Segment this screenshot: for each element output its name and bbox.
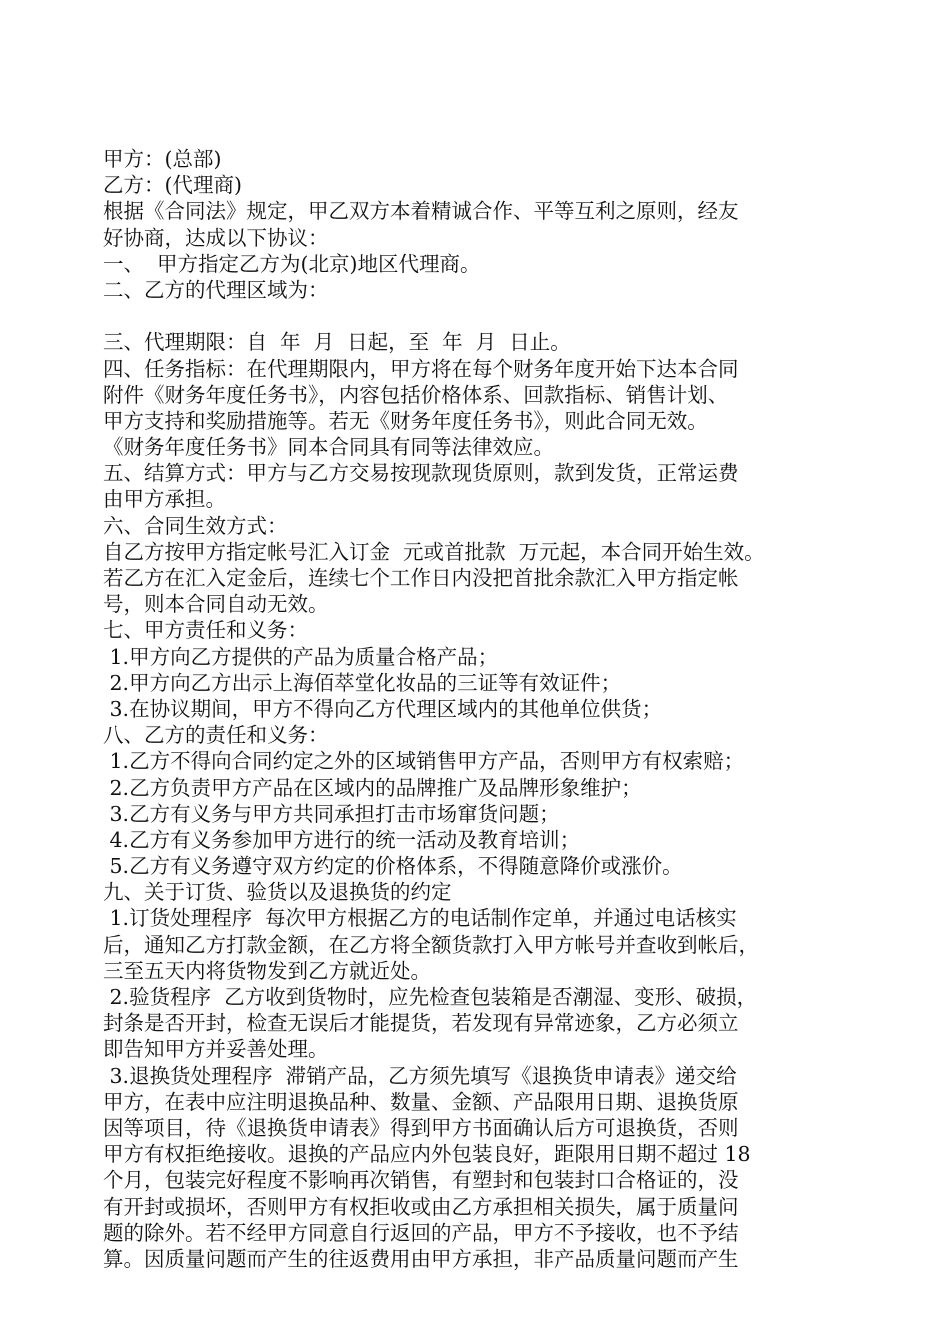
text-line: 根据《合同法》规定，甲乙双方本着精诚合作、平等互利之原则，经友 — [103, 199, 739, 224]
text-line: 1.订货处理程序 每次甲方根据乙方的电话制作定单，并通过电话核实 — [103, 906, 737, 931]
text-line: 封条是否开封，检查无误后才能提货，若发现有异常迹象，乙方必须立 — [103, 1011, 739, 1036]
text-line: 2.验货程序 乙方收到货物时，应先检查包装箱是否潮湿、变形、破损， — [103, 985, 758, 1009]
text-line: 《财务年度任务书》同本合同具有同等法律效应。 — [103, 435, 554, 460]
text-line: 二、乙方的代理区域为： — [103, 277, 329, 302]
text-line: 甲方，在表中应注明退换品种、数量、金额、产品限用日期、退换货原 — [103, 1089, 739, 1114]
text-line: 后，通知乙方打款金额，在乙方将全额货款打入甲方帐号并查收到帐后， — [103, 932, 759, 957]
text-line: 四、任务指标：在代理期限内，甲方将在每个财务年度开始下达本合同 — [103, 356, 739, 381]
text-line: 五、结算方式：甲方与乙方交易按现款现货原则，款到发货，正常运费 — [103, 461, 739, 486]
text-line — [103, 303, 873, 329]
text-line: 5.乙方有义务遵守双方约定的价格体系，不得随意降价或涨价。 — [103, 854, 683, 879]
text-line: 3.退换货处理程序 滞销产品，乙方须先填写《退换货申请表》递交给 — [103, 1063, 737, 1088]
text-line: 号，则本合同自动无效。 — [103, 592, 329, 617]
text-line: 七、甲方责任和义务： — [103, 618, 308, 643]
text-line: 算。因质量问题而产生的往返费用由甲方承担，非产品质量问题而产生 — [103, 1246, 739, 1271]
text-line: 三至五天内将货物发到乙方就近处。 — [103, 958, 431, 983]
text-line: 九、关于订货、验货以及退换货的约定 — [103, 880, 452, 905]
text-line: 一、 甲方指定乙方为(北京)地区代理商。 — [103, 251, 481, 276]
text-line: 4.乙方有义务参加甲方进行的统一活动及教育培训； — [103, 827, 581, 852]
text-line: 题的除外。若不经甲方同意自行返回的产品，甲方不予接收，也不予结 — [103, 1220, 739, 1245]
text-line: 自乙方按甲方指定帐号汇入订金 元或首批款 万元起，本合同开始生效。 — [103, 539, 765, 564]
text-line: 八、乙方的责任和义务： — [103, 723, 329, 748]
text-line: 好协商，达成以下协议： — [103, 225, 329, 250]
text-line: 若乙方在汇入定金后，连续七个工作日内没把首批余款汇入甲方指定帐 — [103, 566, 739, 590]
text-line: 甲方：(总部) — [103, 147, 222, 171]
text-line: 由甲方承担。 — [103, 487, 226, 512]
text-line: 3.在协议期间，甲方不得向乙方代理区域内的其他单位供货； — [103, 696, 663, 721]
text-line: 甲方有权拒绝接收。退换的产品应内外包装良好，距限用日期不超过 18 — [103, 1142, 751, 1167]
text-line: 因等项目，待《退换货申请表》得到甲方书面确认后方可退换货，否则 — [103, 1115, 739, 1140]
text-line: 乙方：(代理商) — [103, 173, 242, 198]
contract-document — [103, 146, 873, 1272]
text-line: 甲方支持和奖励措施等。若无《财务年度任务书》，则此合同无效。 — [103, 408, 708, 433]
text-line: 1.乙方不得向合同约定之外的区域销售甲方产品，否则甲方有权索赔； — [103, 749, 745, 774]
text-line: 有开封或损坏，否则甲方有权拒收或由乙方承担相关损失，属于质量问 — [103, 1194, 739, 1219]
text-line: 1.甲方向乙方提供的产品为质量合格产品； — [103, 644, 499, 669]
text-line: 2.甲方向乙方出示上海佰萃堂化妆品的三证等有效证件； — [103, 670, 622, 695]
text-line: 2.乙方负责甲方产品在区域内的品牌推广及品牌形象维护； — [103, 775, 642, 800]
text-line: 三、代理期限：自 年 月 日起，至 年 月 日止。 — [103, 330, 571, 355]
text-line: 3.乙方有义务与甲方共同承担打击市场窜货问题； — [103, 801, 560, 826]
text-line: 附件《财务年度任务书》，内容包括价格体系、回款指标、销售计划、 — [103, 382, 729, 407]
text-line: 六、合同生效方式： — [103, 513, 288, 538]
text-line: 个月，包装完好程度不影响再次销售，有塑封和包装封口合格证的，没 — [103, 1168, 739, 1193]
text-line: 即告知甲方并妥善处理。 — [103, 1037, 329, 1062]
